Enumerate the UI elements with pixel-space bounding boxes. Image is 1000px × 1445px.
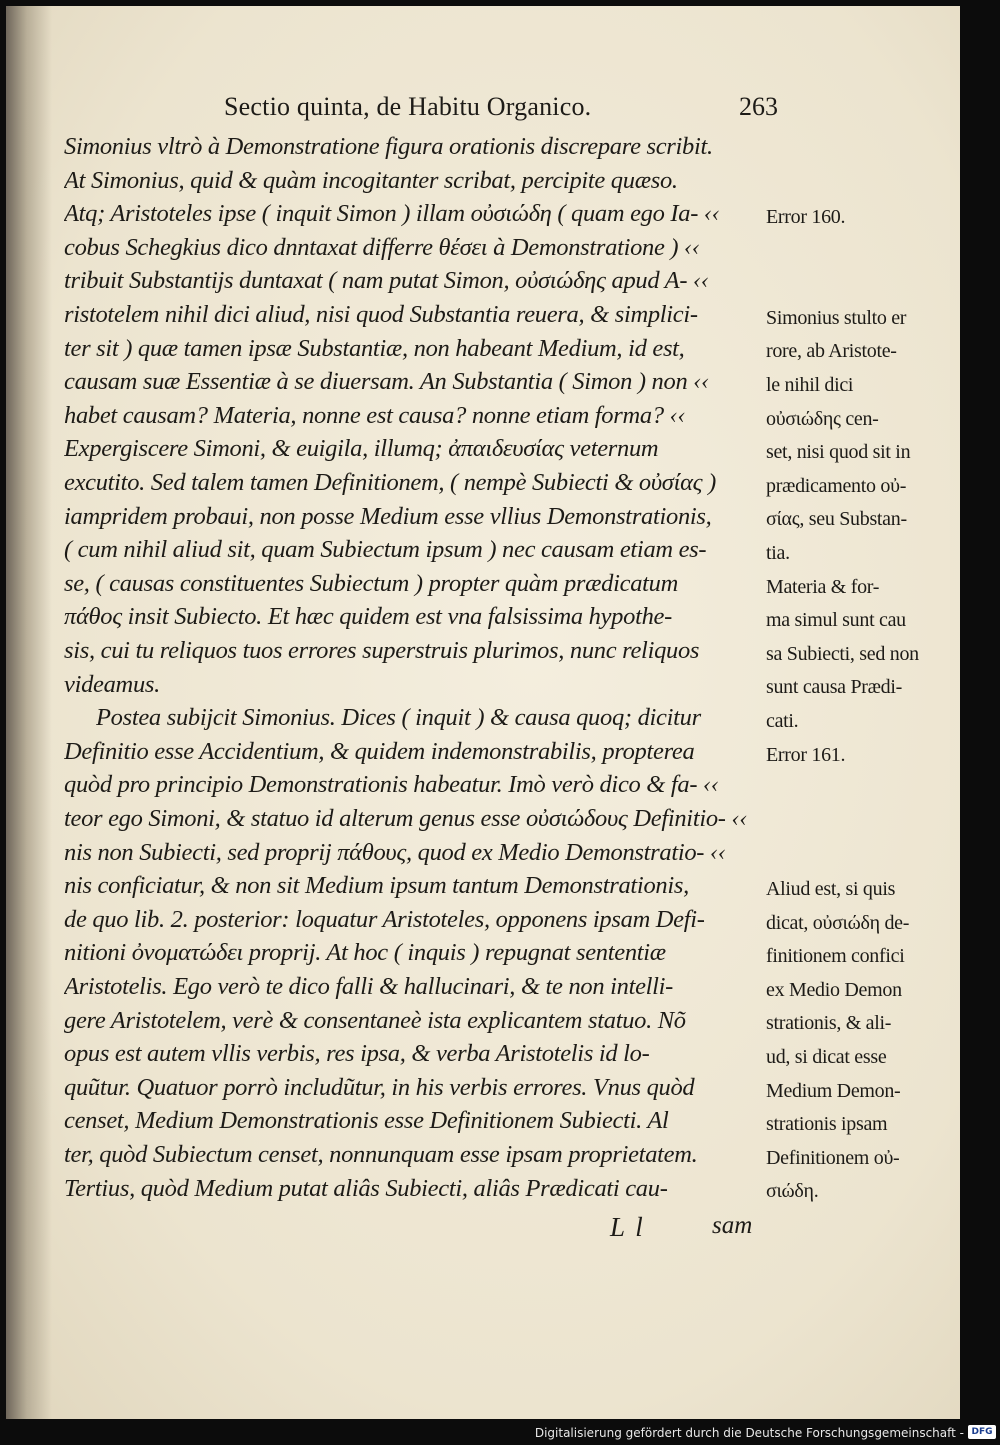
margin-note-line: σίας, seu Substan- <box>766 508 907 531</box>
margin-note-line: strationis ipsam <box>766 1113 888 1136</box>
margin-note-line: Error 161. <box>766 743 846 766</box>
text-line: tribuit Substantijs duntaxat ( nam putat Simon, οὐσιώδης apud A- ‹‹ <box>64 267 709 295</box>
text-line: Expergiscere Simoni, & euigila, illumq; ἀπαιδευσίας veternum <box>64 435 659 463</box>
margin-note-line: ma simul sunt cau <box>766 609 906 632</box>
book-page <box>6 6 960 1419</box>
digitization-footer <box>0 1419 1000 1445</box>
text-line: quũtur. Quatuor porrò includũtur, in his verbis errores. Vnus quòd <box>64 1073 695 1101</box>
page-number: 263 <box>739 92 778 121</box>
text-line: nis non Subiecti, sed proprij πάθους, quod ex Medio Demonstratio- ‹‹ <box>64 838 726 866</box>
margin-note-line: tia. <box>766 542 790 564</box>
text-line: ter sit ) quæ tamen ipsæ Substantiæ, non habeant Medium, id est, <box>64 334 685 362</box>
margin-note-line: finitionem confici <box>766 945 905 968</box>
text-line: de quo lib. 2. posterior: loquatur Aristoteles, opponens ipsam Defi- <box>64 905 705 933</box>
margin-note-line: Aliud est, si quis <box>766 878 896 900</box>
text-line: At Simonius, quid & quàm incogitanter scribat, percipite quæso. <box>64 166 678 194</box>
text-line: Definitio esse Accidentium, & quidem indemonstrabilis, propterea <box>64 737 695 765</box>
text-line: habet causam? Materia, nonne est causa? nonne etiam forma? ‹‹ <box>64 401 686 429</box>
margin-note-line: οὐσιώδης cen- <box>766 407 879 430</box>
text-line: ter, quòd Subiectum censet, nonnunquam esse ipsam proprietatem. <box>64 1141 698 1168</box>
margin-note-line: dicat, οὐσιώδη de- <box>766 911 910 934</box>
header-title: Sectio quinta, de Habitu Organico. <box>224 92 592 121</box>
text-line: causam suæ Essentiæ à se diuersam. An Substantia ( Simon ) non ‹‹ <box>64 368 709 396</box>
margin-note-line: cati. <box>766 710 799 732</box>
text-line: videamus. <box>64 670 160 698</box>
text-line: Simonius vltrò à Demonstratione figura orationis discrepare scribit. <box>64 133 713 160</box>
margin-note-line: Medium Demon- <box>766 1079 901 1102</box>
margin-note-line: set, nisi quod sit in <box>766 441 911 464</box>
text-line: gere Aristotelem, verè & consentaneè ista explicantem statuo. Nõ <box>64 1006 686 1034</box>
text-line: nitioni ὀνοματώδει proprij. At hoc ( inquis ) repugnat sententiæ <box>64 939 666 967</box>
margin-note-line: ud, si dicat esse <box>766 1046 887 1068</box>
margin-note-line: strationis, & ali- <box>766 1012 892 1035</box>
text-line: cobus Schegkius dico dnntaxat differre θέσει à Demonstratione ) ‹‹ <box>64 233 700 261</box>
text-line: Tertius, quòd Medium putat aliâs Subiecti, aliâs Prædicati cau- <box>64 1174 668 1202</box>
margin-note-line: prædicamento οὐ- <box>766 474 907 497</box>
margin-note-line: sunt causa Prædi- <box>766 676 902 699</box>
text-line: πάθος insit Subiecto. Et hæc quidem est vna falsissima hypothe- <box>64 603 672 631</box>
text-line: ( cum nihil aliud sit, quam Subiectum ipsum ) nec causam etiam es- <box>64 536 707 564</box>
page-gutter-shadow <box>6 6 52 1419</box>
text-line: Aristotelis. Ego verò te dico falli & hallucinari, & te non intelli- <box>64 973 674 1000</box>
running-header <box>224 92 784 126</box>
margin-note-line: rore, ab Aristote- <box>766 340 897 363</box>
text-line: teor ego Simoni, & statuo id alterum genus esse οὐσιώδους Definitio- ‹‹ <box>64 805 748 832</box>
text-line: iampridem probaui, non posse Medium esse vllius Demonstrationis, <box>64 502 712 530</box>
text-line: censet, Medium Demonstrationis esse Definitionem Subiecti. Al <box>64 1107 669 1135</box>
margin-note-line: Definitionem οὐ- <box>766 1146 900 1169</box>
signature-mark: L l <box>610 1212 645 1242</box>
margin-note-line: sa Subiecti, sed non <box>766 642 919 665</box>
text-line: ristotelem nihil dici aliud, nisi quod Substantia reuera, & simplici- <box>64 301 698 328</box>
margin-note-line: Simonius stulto er <box>766 306 907 329</box>
text-line: nis conficiatur, & non sit Medium ipsum tantum Demonstrationis, <box>64 872 689 900</box>
text-line: sis, cui tu reliquos tuos errores superstruis plurimos, nunc reliquos <box>64 637 700 664</box>
text-line: Atq; Aristoteles ipse ( inquit Simon ) illam οὐσιώδη ( quam ego Ia- ‹‹ <box>64 200 720 228</box>
dfg-logo-icon: DFG <box>968 1425 996 1439</box>
text-line: se, ( causas constituentes Subiectum ) propter quàm prædicatum <box>64 569 679 597</box>
text-line: Postea subijcit Simonius. Dices ( inquit ) & causa quoq; dicitur <box>96 704 701 732</box>
margin-note-line: σιώδη. <box>766 1180 819 1203</box>
margin-note-line: Materia & for- <box>766 575 880 598</box>
margin-note-line: ex Medio Demon <box>766 978 902 1001</box>
catchword: sam <box>712 1212 753 1239</box>
margin-note-line: le nihil dici <box>766 374 854 396</box>
text-line: opus est autem vllis verbis, res ipsa, & verba Aristotelis id lo- <box>64 1040 650 1068</box>
margin-note-line: Error 160. <box>766 206 846 228</box>
footer-credit: Digitalisierung gefördert durch die Deutsche Forschungsgemeinschaft - <box>534 1426 964 1440</box>
text-line: quòd pro principio Demonstrationis habeatur. Imò verò dico & fa- ‹‹ <box>64 771 719 799</box>
text-line: excutito. Sed talem tamen Definitionem, ( nempè Subiecti & οὐσίας ) <box>64 469 716 496</box>
